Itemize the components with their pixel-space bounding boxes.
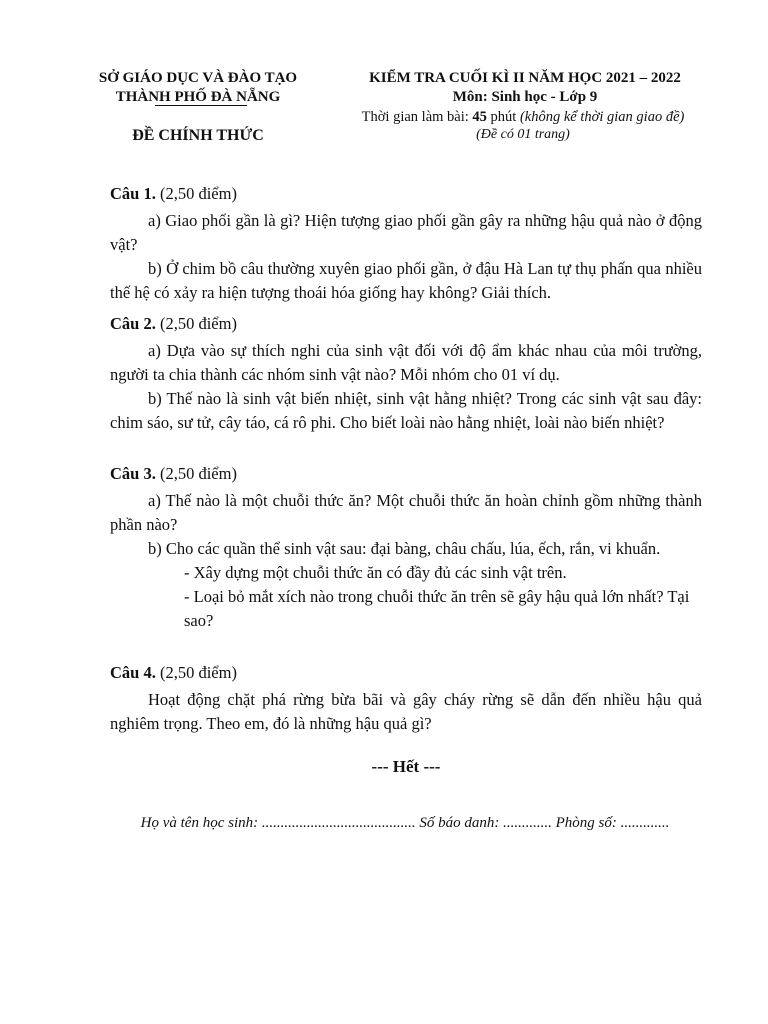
question-2-points: (2,50 điểm)	[155, 314, 237, 333]
time-note: (không kể thời gian giao đề)	[519, 109, 685, 125]
department-name	[78, 69, 318, 107]
question-2-label: Câu 2.	[110, 314, 156, 333]
pages-note: (Đề có 01 trang)	[476, 127, 570, 142]
question-3-part-b: b) Cho các quần thể sinh vật sau: đại bàng, châu chấu, lúa, ếch, rắn, vi khuẩn.	[148, 539, 661, 558]
header-underline-left	[155, 105, 247, 106]
question-3-bullet-1: - Xây dựng một chuỗi thức ăn có đầy đủ các sinh vật trên.	[184, 563, 567, 582]
question-3-bullet-2: - Loại bỏ mắt xích nào trong chuỗi thức ăn trên sẽ gây hậu quả lớn nhất? Tại sao?	[184, 587, 690, 630]
exam-title: KIỂM TRA CUỐI KÌ II NĂM HỌC 2021 – 2022	[369, 70, 681, 86]
time-unit: phút	[486, 109, 520, 125]
question-4-text: Hoạt động chặt phá rừng bừa bãi và gây cháy rừng sẽ dẫn đến nhiều hậu quả nghiêm trọng. Theo em, đó là những hậu quả gì?	[110, 690, 702, 733]
question-4	[110, 661, 702, 736]
subject-line: Môn: Sinh học - Lớp 9	[452, 89, 598, 105]
question-2-part-b: b) Thế nào là sinh vật biến nhiệt, sinh vật hằng nhiệt? Trong các sinh vật sau đây: chim sáo, sư tử, cây táo, cá rô phi. Cho biết loài nào hằng nhiệt, loài nào biến nhiệt?	[110, 389, 702, 432]
time-value: 45	[472, 109, 487, 125]
question-1-part-a: a) Giao phối gần là gì? Hiện tượng giao phối gần gây ra những hậu quả nào ở động vật?	[110, 211, 702, 254]
question-3-part-a: a) Thế nào là một chuỗi thức ăn? Một chuỗi thức ăn hoàn chỉnh gồm những thành phần nào?	[110, 491, 702, 534]
time-prefix: Thời gian làm bài:	[361, 109, 473, 125]
student-info-line: Họ và tên học sinh: ......................................... Số báo danh: ............. Phòng số: .............	[140, 815, 670, 831]
question-3	[110, 462, 702, 633]
question-2-part-a: a) Dựa vào sự thích nghi của sinh vật đối với độ ẩm khác nhau của môi trường, người ta chia thành các nhóm sinh vật nào? Mỗi nhóm cho 01 ví dụ.	[110, 341, 702, 384]
question-3-label: Câu 3.	[110, 464, 156, 483]
question-4-points: (2,50 điểm)	[155, 663, 237, 682]
end-marker: --- Hết ---	[371, 757, 441, 776]
question-1	[110, 182, 702, 305]
question-4-label: Câu 4.	[110, 663, 156, 682]
question-1-points: (2,50 điểm)	[155, 184, 237, 203]
question-2	[110, 312, 702, 435]
department-line1: SỞ GIÁO DỤC VÀ ĐÀO TẠO	[98, 70, 298, 86]
question-1-part-b: b) Ở chim bồ câu thường xuyên giao phối gần, ở đậu Hà Lan tự thụ phấn qua nhiều thế hệ có xảy ra hiện tượng thoái hóa giống hay không? Giải thích.	[110, 259, 702, 302]
department-line2: THÀNH PHỐ ĐÀ NẴNG	[115, 89, 281, 105]
official-label: ĐỀ CHÍNH THỨC	[132, 127, 264, 144]
time-line	[318, 108, 728, 126]
question-1-label: Câu 1.	[110, 184, 156, 203]
question-3-points: (2,50 điểm)	[155, 464, 237, 483]
